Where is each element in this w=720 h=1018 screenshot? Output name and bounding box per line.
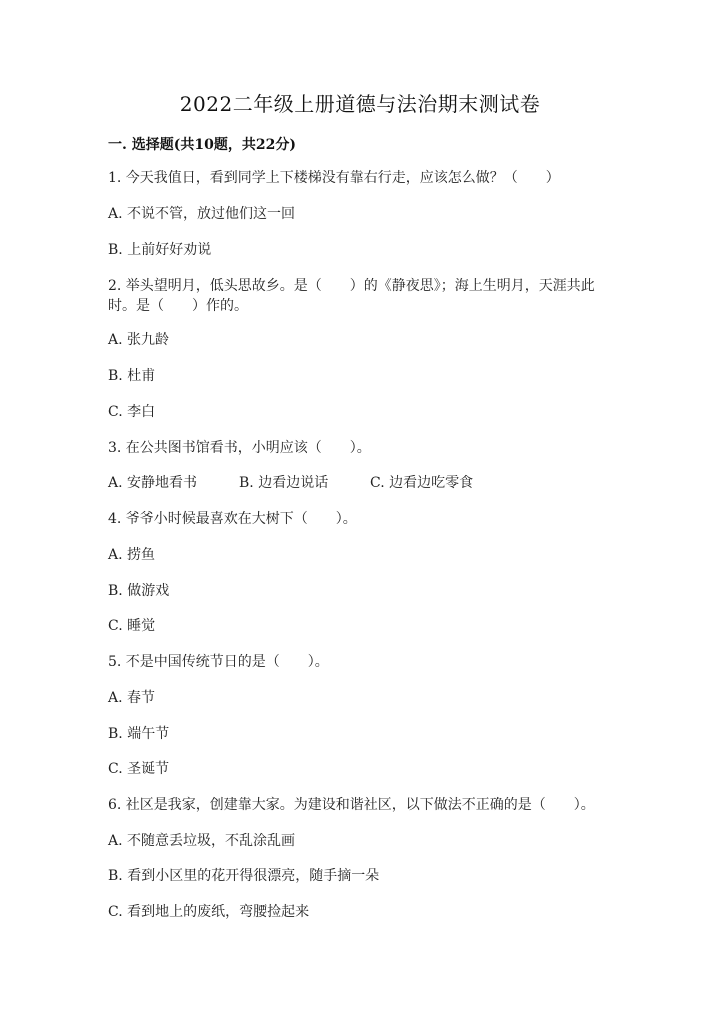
question-3-stem: 3. 在公共图书馆看书，小明应该（ ）。: [108, 440, 371, 456]
question-4-option-c: C. 睡觉: [108, 618, 156, 634]
question-1-option-b: B. 上前好好劝说: [108, 242, 212, 258]
question-2-option-b: B. 杜甫: [108, 368, 156, 384]
question-2-option-c: C. 李白: [108, 404, 156, 420]
question-6-option-b: B. 看到小区里的花开得很漂亮，随手摘一朵: [108, 868, 380, 884]
question-5-option-b: B. 端午节: [108, 726, 170, 742]
question-3-option-c: C. 边看边吃零食: [370, 475, 474, 491]
question-5-option-a: A. 春节: [108, 690, 156, 706]
question-6-stem: 6. 社区是我家，创建靠大家。为建设和谐社区，以下做法不正确的是（ ）。: [108, 797, 595, 813]
question-1-stem: 1. 今天我值日，看到同学上下楼梯没有靠右行走，应该怎么做？（ ）: [108, 170, 560, 186]
question-3-option-a: A. 安静地看书: [108, 475, 198, 491]
question-4-stem: 4. 爷爷小时候最喜欢在大树下（ ）。: [108, 511, 357, 527]
section-header: 一. 选择题(共10题，共22分): [108, 137, 296, 153]
question-3-options: [108, 473, 473, 493]
question-5-option-c: C. 圣诞节: [108, 761, 170, 777]
question-6-option-a: A. 不随意丢垃圾，不乱涂乱画: [108, 833, 296, 849]
question-2-stem: 2. 举头望明月，低头思故乡。是（ ）的《静夜思》；海上生明月，天涯共此时。是（ ）作的。: [108, 278, 595, 314]
exam-title: 2022二年级上册道德与法治期末测试卷: [179, 92, 541, 116]
question-3-option-b: B. 边看边说话: [239, 475, 329, 491]
question-6-option-c: C. 看到地上的废纸，弯腰捡起来: [108, 904, 310, 920]
question-4-option-b: B. 做游戏: [108, 583, 170, 599]
question-4-option-a: A. 捞鱼: [108, 547, 156, 563]
question-1-option-a: A. 不说不管，放过他们这一回: [108, 206, 296, 222]
question-5-stem: 5. 不是中国传统节日的是（ ）。: [108, 654, 329, 670]
question-2-option-a: A. 张九龄: [108, 332, 170, 348]
